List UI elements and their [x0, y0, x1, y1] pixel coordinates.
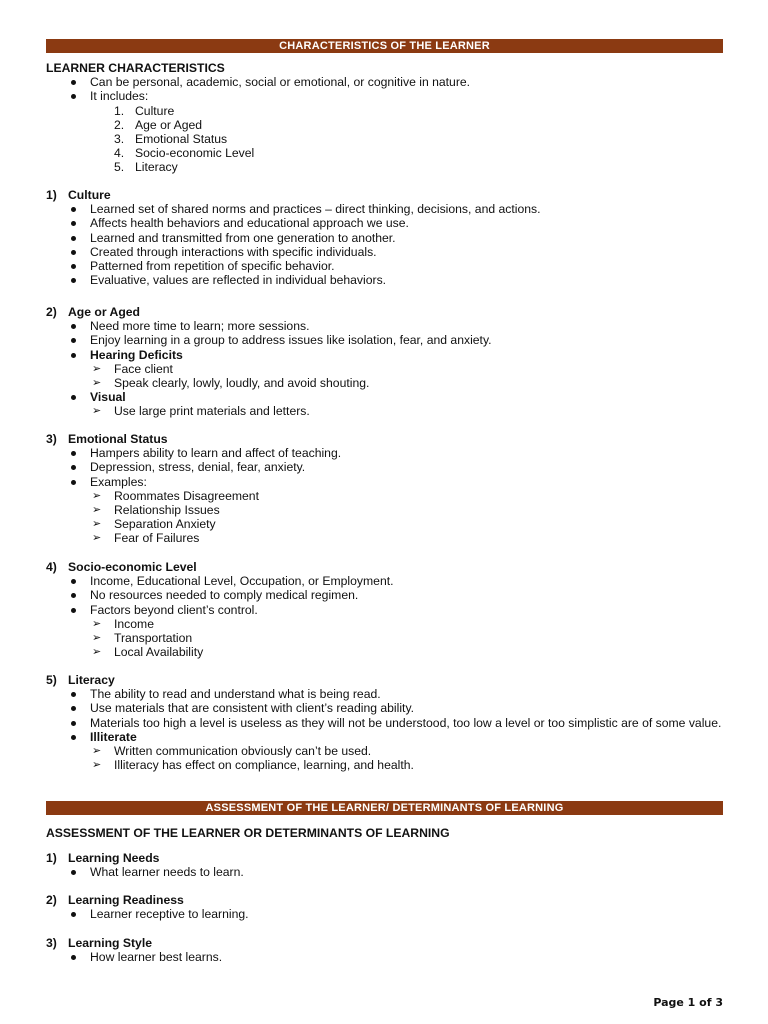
list-item: 5. Literacy [114, 160, 178, 175]
list-item: ➢ Relationship Issues [92, 503, 726, 517]
list-item: Learned set of shared norms and practices – direct thinking, decisions, and actions. [68, 202, 726, 216]
list-item: Patterned from repetition of specific behavior. [68, 259, 726, 273]
age-section [46, 305, 726, 419]
section-title: 2) Age or Aged [46, 305, 140, 319]
list-item: ➢ Income [92, 617, 726, 631]
list-item: Illiterate [68, 730, 726, 744]
list-item: Affects health behaviors and educational approach we use. [68, 216, 726, 230]
section-title: 1) Culture [46, 188, 111, 202]
list-item: Learned and transmitted from one generation to another. [68, 231, 726, 245]
list-item: The ability to read and understand what is being read. [68, 687, 726, 701]
learner-characteristics-section [46, 61, 726, 175]
page-number: Page 1 of 3 [653, 996, 723, 1009]
section-title: 1) Learning Needs [46, 851, 160, 865]
learning-style-section [46, 936, 726, 964]
list-item: 3. Emotional Status [114, 132, 228, 147]
list-item: Use materials that are consistent with client’s reading ability. [68, 701, 726, 715]
learning-readiness-section [46, 893, 726, 921]
list-item: Income, Educational Level, Occupation, or Employment. [68, 574, 726, 588]
section-banner-characteristics: CHARACTERISTICS OF THE LEARNER [46, 39, 723, 53]
list-item: It includes: [68, 89, 726, 103]
characteristics-numbered-list [46, 104, 726, 175]
list-item: No resources needed to comply medical regimen. [68, 588, 726, 602]
list-item: ➢ Separation Anxiety [92, 517, 726, 531]
list-item: ➢ Face client [92, 362, 726, 376]
socio-economic-section [46, 560, 726, 659]
list-item: ➢ Roommates Disagreement [92, 489, 726, 503]
list-item: ➢ Fear of Failures [92, 531, 726, 545]
list-item: ➢ Written communication obviously can’t be used. [92, 744, 726, 758]
list-item: Need more time to learn; more sessions. [68, 319, 726, 333]
list-item: Depression, stress, denial, fear, anxiety. [68, 460, 726, 474]
list-item: Evaluative, values are reflected in individual behaviors. [68, 273, 726, 287]
list-item: ➢ Transportation [92, 631, 726, 645]
list-item: 4. Socio-economic Level [114, 146, 255, 161]
list-item: Examples: [68, 475, 726, 489]
learner-characteristics-heading: LEARNER CHARACTERISTICS [46, 61, 225, 75]
list-item: Hearing Deficits [68, 348, 726, 362]
section-title: 4) Socio-economic Level [46, 560, 197, 574]
culture-section [46, 188, 726, 287]
assessment-heading: ASSESSMENT OF THE LEARNER OR DETERMINANTS OF LEARNING [46, 826, 450, 840]
literacy-section [46, 673, 726, 772]
section-title: 3) Emotional Status [46, 432, 168, 446]
list-item: Factors beyond client’s control. [68, 603, 726, 617]
list-item: 2. Age or Aged [114, 117, 203, 132]
list-item: ➢ Local Availability [92, 645, 726, 659]
section-banner-assessment: ASSESSMENT OF THE LEARNER/ DETERMINANTS OF LEARNING [46, 801, 723, 815]
list-item: ➢ Use large print materials and letters. [92, 404, 726, 418]
section-title: 3) Learning Style [46, 936, 152, 950]
list-item: ➢ Speak clearly, lowly, loudly, and avoid shouting. [92, 376, 726, 390]
section-title: 2) Learning Readiness [46, 893, 184, 907]
learning-needs-section [46, 851, 726, 879]
section-title: 5) Literacy [46, 673, 115, 687]
list-item: Learner receptive to learning. [68, 907, 726, 921]
list-item: Created through interactions with specific individuals. [68, 245, 726, 259]
emotional-status-section [46, 432, 726, 546]
list-item: How learner best learns. [68, 950, 726, 964]
list-item: Enjoy learning in a group to address issues like isolation, fear, and anxiety. [68, 333, 726, 347]
list-item: ➢ Illiteracy has effect on compliance, learning, and health. [92, 758, 726, 772]
list-item: What learner needs to learn. [68, 865, 726, 879]
list-item: Can be personal, academic, social or emotional, or cognitive in nature. [68, 75, 726, 89]
list-item: 1. Culture [114, 103, 175, 118]
list-item: Visual [68, 390, 726, 404]
list-item: Hampers ability to learn and affect of teaching. [68, 446, 726, 460]
list-item: Materials too high a level is useless as they will not be understood, too low a level or too simplistic are of some value. [68, 716, 726, 730]
